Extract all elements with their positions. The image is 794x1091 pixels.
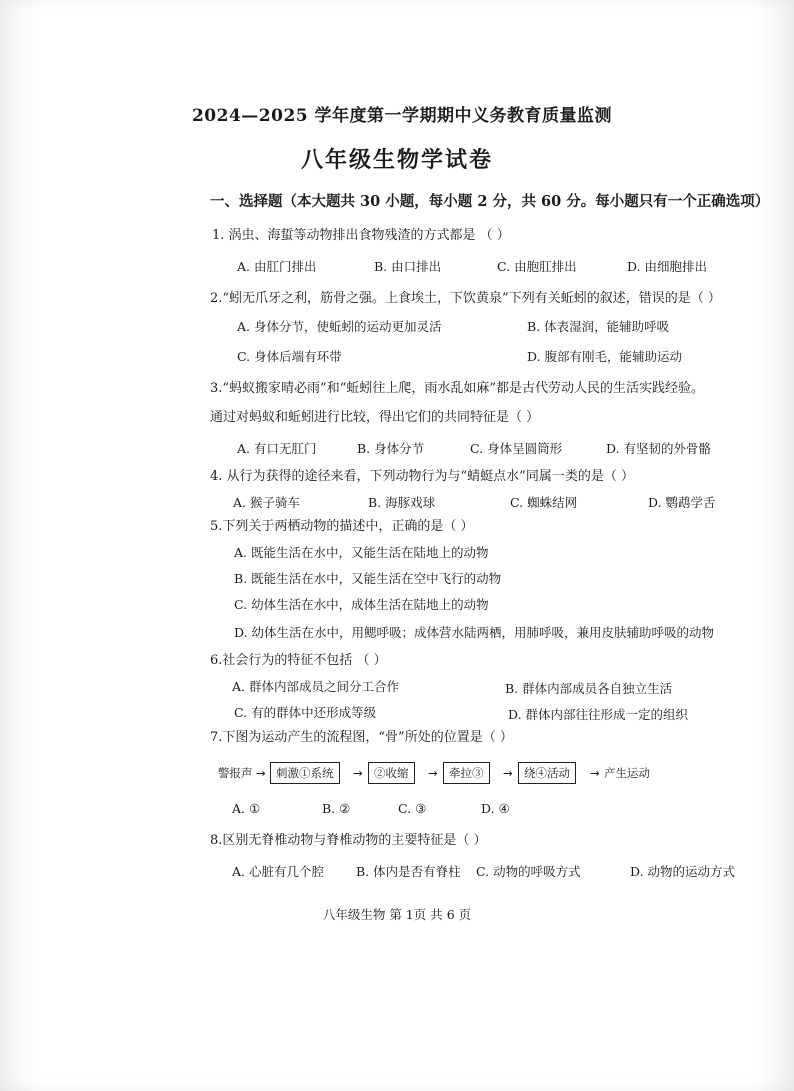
flow-box-1: 刺激①系统 xyxy=(270,762,340,784)
q5-option-c: C. 幼体生活在水中，成体生活在陆地上的动物 xyxy=(234,597,489,612)
exam-title: 2024—2025 学年度第一学期期中义务教育质量监测 xyxy=(191,106,613,126)
q4-option-a: A. 猴子骑车 xyxy=(233,495,300,510)
question-8: 8.区别无脊椎动物与脊椎动物的主要特征是（ ） xyxy=(210,833,487,848)
flow-arrow-5: → xyxy=(590,766,600,780)
question-6: 6.社会行为的特征不包括 （ ） xyxy=(210,653,387,668)
q8-option-d: D. 动物的运动方式 xyxy=(630,864,736,879)
flow-arrow-1: → xyxy=(256,766,266,780)
question-3-line-1: 3.“蚂蚁搬家晴必雨”和“蚯蚓往上爬，雨水乱如麻”都是古代劳动人民的生活实践经验。 xyxy=(210,381,704,396)
question-4: 4. 从行为获得的途径来看，下列动物行为与“蜻蜓点水”同属一类的是（ ） xyxy=(210,469,634,484)
flow-start-label: 警报声 xyxy=(218,766,253,780)
exam-subtitle: 八年级生物学试卷 xyxy=(300,147,493,173)
q2-option-d: D. 腹部有刚毛，能辅助运动 xyxy=(527,349,683,364)
q5-option-a: A. 既能生活在水中，又能生活在陆地上的动物 xyxy=(234,545,489,560)
q1-option-b: B. 由口排出 xyxy=(374,259,442,274)
q2-option-b: B. 体表湿润，能辅助呼吸 xyxy=(527,319,670,334)
section-heading: 一、选择题（本大题共 30 小题，每小题 2 分，共 60 分。每小题只有一个正确选项） xyxy=(210,193,770,210)
q6-option-c: C. 有的群体中还形成等级 xyxy=(234,705,377,720)
q6-option-d: D. 群体内部往往形成一定的组织 xyxy=(508,707,689,722)
q1-option-c: C. 由胞肛排出 xyxy=(497,259,577,274)
flow-end-label: 产生运动 xyxy=(604,766,650,780)
q4-option-d: D. 鹦鹉学舌 xyxy=(648,495,716,510)
q8-option-a: A. 心脏有几个腔 xyxy=(232,864,324,879)
flow-box-2: ②收缩 xyxy=(368,762,415,784)
q3-option-a: A. 有口无肛门 xyxy=(237,441,317,456)
q7-option-a: A. ① xyxy=(232,801,261,816)
q1-option-d: D. 由细胞排出 xyxy=(627,259,708,274)
q6-option-b: B. 群体内部成员各自独立生活 xyxy=(505,681,673,696)
q6-option-a: A. 群体内部成员之间分工合作 xyxy=(232,679,399,694)
q8-option-c: C. 动物的呼吸方式 xyxy=(476,864,581,879)
q7-option-d: D. ④ xyxy=(481,801,510,816)
flow-box-4: 绕④活动 xyxy=(518,762,576,784)
question-2: 2.“蚓无爪牙之利，筋骨之强。上食埃土，下饮黄泉”下列有关蚯蚓的叙述，错误的是（ ） xyxy=(210,291,721,306)
q2-option-a: A. 身体分节，使蚯蚓的运动更加灵活 xyxy=(237,319,442,334)
q4-option-c: C. 蜘蛛结网 xyxy=(510,495,578,510)
q3-option-d: D. 有坚韧的外骨骼 xyxy=(606,441,712,456)
q8-option-b: B. 体内是否有脊柱 xyxy=(356,864,461,879)
flow-arrow-4: → xyxy=(503,766,513,780)
q3-option-b: B. 身体分节 xyxy=(357,441,425,456)
q4-option-b: B. 海豚戏球 xyxy=(368,495,436,510)
flow-arrow-3: → xyxy=(428,766,438,780)
question-7: 7.下图为运动产生的流程图，“骨”所处的位置是（ ） xyxy=(210,730,513,745)
flow-arrow-2: → xyxy=(353,766,363,780)
q5-option-b: B. 既能生活在水中，又能生活在空中飞行的动物 xyxy=(234,571,502,586)
question-1: 1. 涡虫、海蜇等动物排出食物残渣的方式都是 （ ） xyxy=(212,228,510,243)
page-footer: 八年级生物 第 1页 共 6 页 xyxy=(322,907,472,922)
question-5: 5.下列关于两栖动物的描述中，正确的是（ ） xyxy=(210,519,474,534)
q2-option-c: C. 身体后端有环带 xyxy=(237,349,342,364)
q7-option-c: C. ③ xyxy=(398,801,427,816)
q5-option-d: D. 幼体生活在水中，用鳃呼吸；成体营水陆两栖，用肺呼吸，兼用皮肤辅助呼吸的动物 xyxy=(234,625,715,640)
flow-box-3: 牵拉③ xyxy=(443,762,490,784)
question-3-line-2: 通过对蚂蚁和蚯蚓进行比较，得出它们的共同特征是（ ） xyxy=(210,410,540,425)
q7-option-b: B. ② xyxy=(322,801,351,816)
q3-option-c: C. 身体呈圆筒形 xyxy=(470,441,563,456)
q1-option-a: A. 由肛门排出 xyxy=(237,259,317,274)
